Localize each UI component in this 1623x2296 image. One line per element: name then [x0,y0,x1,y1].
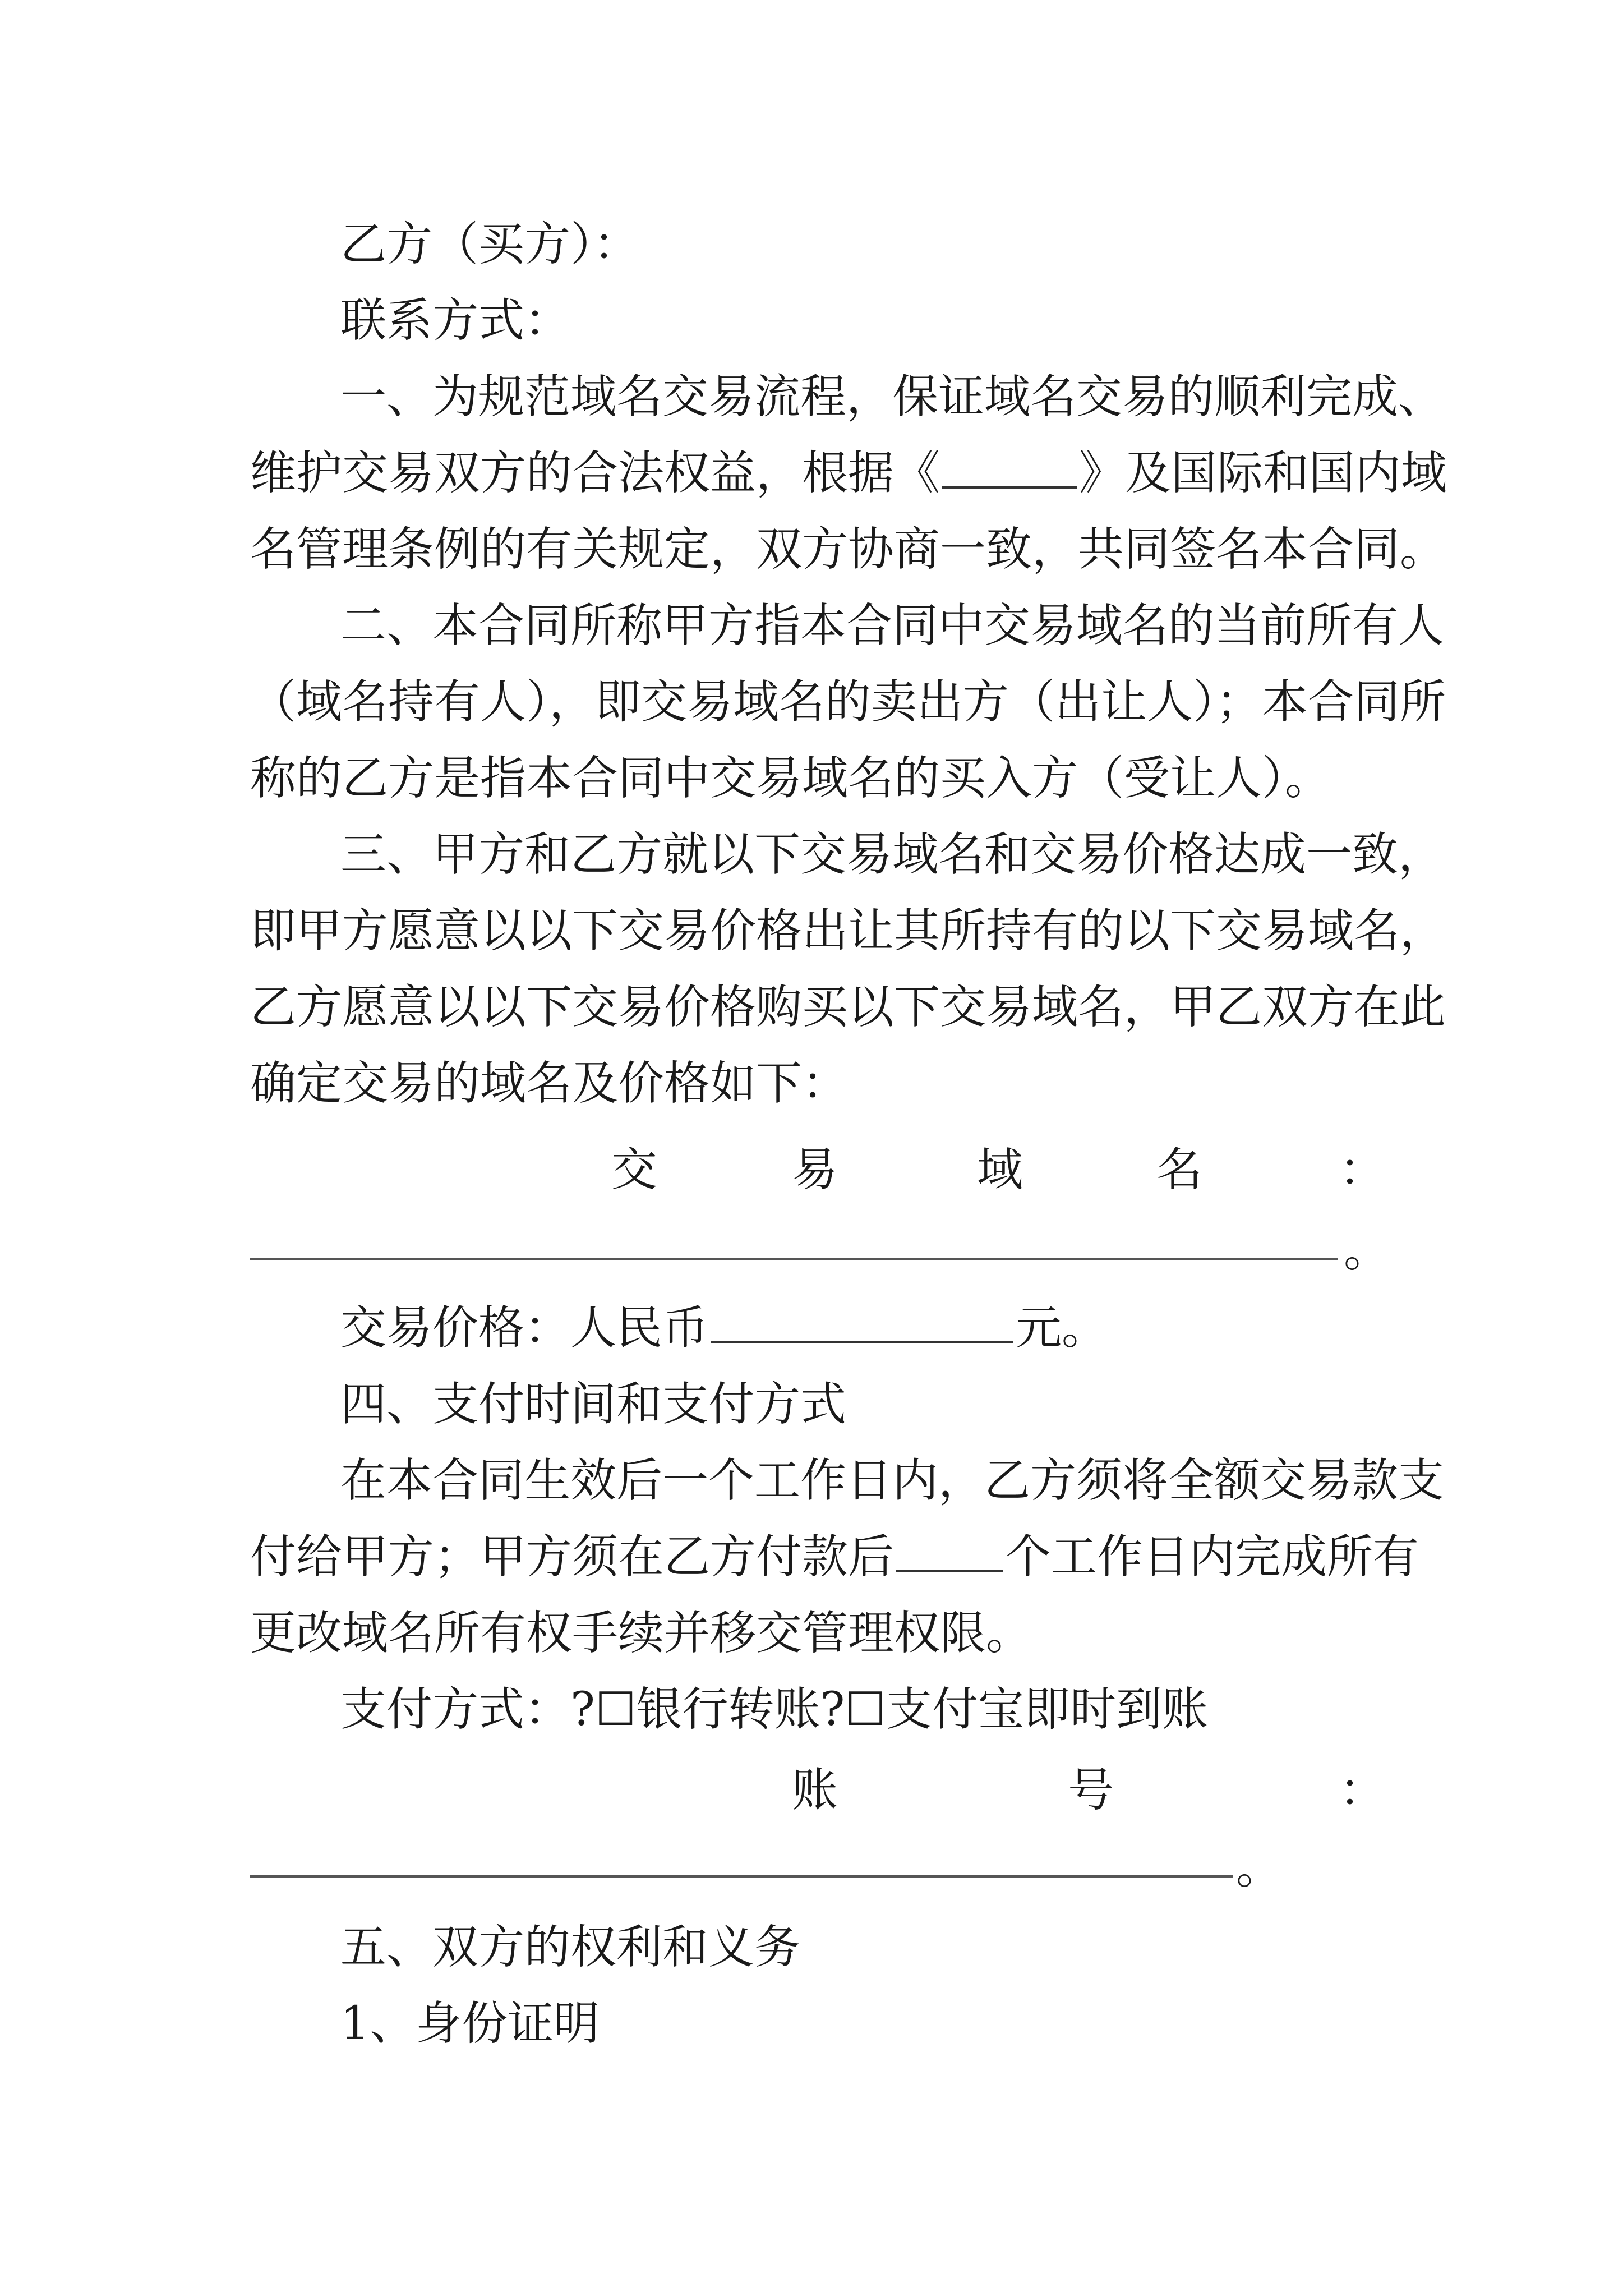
clause1-line1 [0,358,1623,436]
clause3-line1 [0,816,1623,894]
price-label: 交易价格：人民币 [340,1301,709,1355]
account-label-char: 账 [792,1764,838,1817]
clause2-text: 称的乙方是指本合同中交易域名的买入方（受让人）。 [250,752,1331,805]
clause3-text: 三、甲方和乙方就以下交易域名和交易价格达成一致， [340,828,1445,881]
clause4-line3 [0,1594,1623,1673]
account-label-char: ： [1339,1764,1386,1817]
workdays-blank[interactable] [896,1525,1003,1572]
law-name-blank[interactable] [942,441,1077,489]
clause1-line2-content [250,434,1450,513]
payment-content [340,1671,1208,1749]
clause4-text: 更改域名所有权手续并移交管理权限。 [250,1607,1032,1660]
clause1-line3 [0,510,1623,589]
clause1-line2 [0,434,1623,513]
payment-line [0,1671,1623,1749]
price-line [0,1289,1623,1368]
domain-label-char: ： [1339,1143,1386,1197]
clause2-text: （域名持有人），即交易域名的卖出方（出让人）；本合同所 [250,675,1446,729]
price-unit: 元。 [1016,1301,1108,1355]
domain-end-line [0,1212,1623,1290]
clause3-text: 确定交易的域名及价格如下： [250,1057,849,1110]
clause4-line1 [0,1442,1623,1520]
payment-option-bank[interactable]: ?☐银行转账 [570,1683,820,1736]
clause1-text-b: 》及国际和国内域 [1079,447,1447,500]
contact-line [0,282,1623,360]
payment-label: 支付方式： [340,1683,571,1736]
contact-label: 联系方式： [340,294,571,347]
clause4-text-a: 付给甲方；甲方须在乙方付款后 [250,1530,895,1584]
clause4-line2-content [250,1518,1450,1596]
domain-label-char: 域 [977,1143,1023,1197]
clause1-text: 名管理条例的有关规定，双方协商一致，共同签名本合同。 [250,523,1446,576]
domain-label-char: 名 [1156,1143,1203,1197]
price-blank[interactable] [711,1296,1013,1343]
clause4-text-b: 个工作日内完成所有 [1005,1530,1419,1584]
account-label-line [0,1751,1623,1830]
clause2-line1 [0,587,1623,665]
end-mark: 。 [1236,1841,1283,1894]
clause3-line3 [0,968,1623,1047]
account-end-line [0,1829,1623,1907]
party-b-label: 乙方（买方）： [340,218,640,271]
clause1-text: 一、为规范域名交易流程，保证域名交易的顺利完成、 [340,370,1445,424]
clause3-line2 [0,892,1623,970]
end-mark: 。 [1344,1224,1390,1277]
clause5-title: 五、双方的权利和义务 [340,1921,801,1974]
clause2-line3 [0,739,1623,818]
clause5-item1: 1、身份证明 [340,1997,600,2050]
domain-label-line [0,1131,1623,1209]
clause1-text-a: 维护交易双方的合法权益，根据《 [250,447,940,500]
domain-label-char: 易 [792,1143,838,1197]
clause5-item1-line [0,1985,1623,2063]
price-content [340,1289,1108,1368]
payment-option-alipay[interactable]: ?☐支付宝即时到账 [820,1683,1208,1736]
clause4-title: 四、支付时间和支付方式 [340,1378,847,1431]
party-b-line [0,205,1623,284]
clause2-line2 [0,663,1623,742]
clause3-line4 [0,1045,1623,1123]
clause3-text: 即甲方愿意以以下交易价格出让其所持有的以下交易域名， [250,904,1446,958]
clause5-title-line [0,1908,1623,1987]
domain-label-char: 交 [611,1143,658,1197]
clause3-text: 乙方愿意以以下交易价格购买以下交易域名，甲乙双方在此 [250,981,1446,1034]
clause4-title-line [0,1365,1623,1444]
account-label-char: 号 [1068,1764,1114,1817]
clause4-text: 在本合同生效后一个工作日内，乙方须将全额交易款支 [340,1454,1445,1507]
clause4-line2 [0,1518,1623,1596]
clause2-text: 二、本合同所称甲方指本合同中交易域名的当前所有人 [340,599,1445,652]
